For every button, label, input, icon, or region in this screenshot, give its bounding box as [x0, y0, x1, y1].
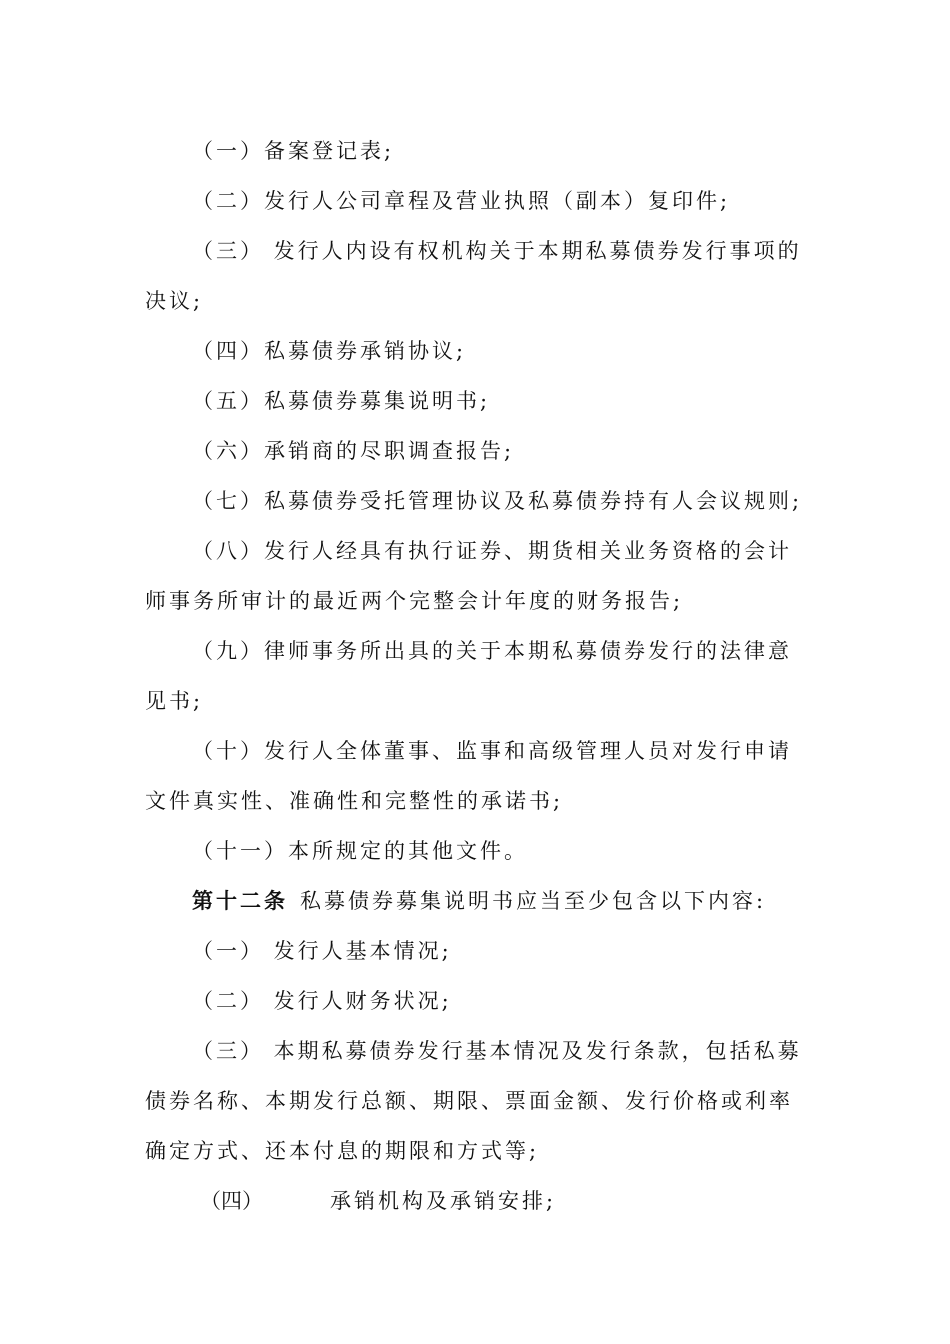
list-item: （四）私募债券承销协议; — [192, 339, 467, 363]
article-label: 第十二条 — [192, 888, 288, 913]
list-item: （二） 发行人财务状况; — [192, 989, 452, 1013]
list-item-continuation: 文件真实性、准确性和完整性的承诺书; — [145, 789, 564, 813]
article-heading — [192, 886, 766, 916]
list-item-number: （四） — [200, 1189, 263, 1213]
list-item: （三） 发行人内设有权机构关于本期私募债券发行事项的 — [192, 239, 802, 263]
list-item: 承销机构及承销安排; — [330, 1189, 557, 1213]
list-item: （一）备案登记表; — [192, 139, 395, 163]
article-text: 私募债券募集说明书应当至少包含以下内容: — [300, 889, 767, 913]
list-item: （十）发行人全体董事、监事和高级管理人员对发行申请 — [192, 739, 792, 763]
list-item: （六）承销商的尽职调查报告; — [192, 439, 515, 463]
list-item: （十一）本所规定的其他文件。 — [192, 839, 528, 863]
list-item: （五）私募债券募集说明书; — [192, 389, 491, 413]
list-item-continuation: 见书; — [145, 689, 204, 713]
list-item: （九）律师事务所出具的关于本期私募债券发行的法律意 — [192, 639, 792, 663]
list-item-continuation: 债券名称、本期发行总额、期限、票面金额、发行价格或利率 — [145, 1089, 793, 1113]
list-item: （七）私募债券受托管理协议及私募债券持有人会议规则; — [192, 489, 803, 513]
list-item: （二）发行人公司章程及营业执照（副本）复印件; — [192, 189, 731, 213]
list-item: （一） 发行人基本情况; — [192, 939, 452, 963]
list-item-continuation: 确定方式、还本付息的期限和方式等; — [145, 1139, 540, 1163]
list-item-continuation: 决议; — [145, 289, 204, 313]
list-item: （三） 本期私募债券发行基本情况及发行条款，包括私募 — [192, 1039, 802, 1063]
list-item-continuation: 师事务所审计的最近两个完整会计年度的财务报告; — [145, 589, 684, 613]
list-item: （八）发行人经具有执行证券、期货相关业务资格的会计 — [192, 539, 792, 563]
